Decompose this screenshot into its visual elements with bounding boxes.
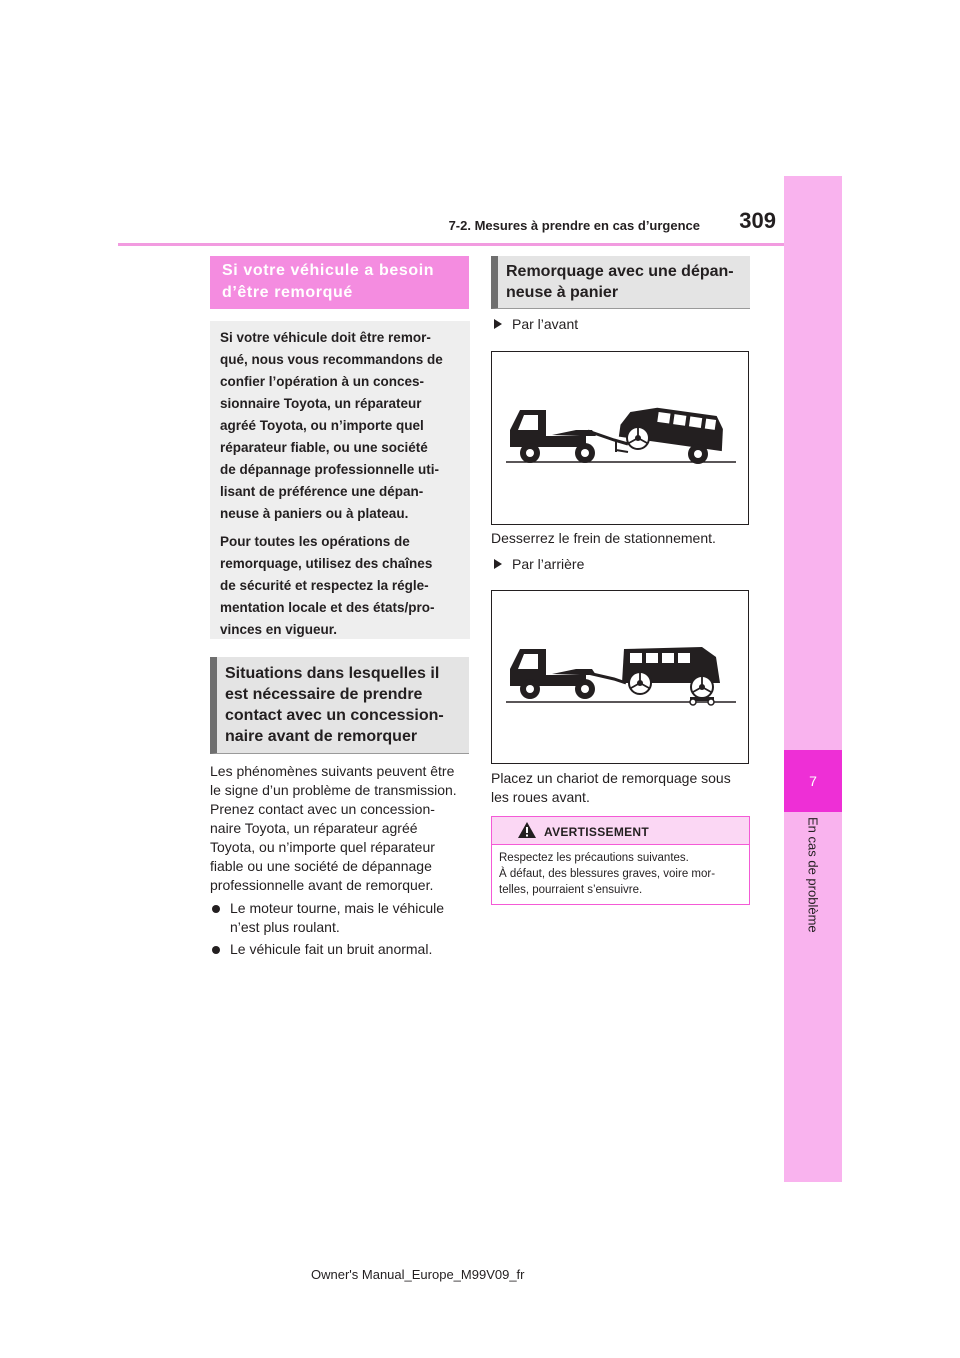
intro-paragraph-1: Si votre véhicule doit être remor- qué, nous vous recommandons de confier l’opération à un conces- sionnaire Toyota, un réparateur agréé Toyota, ou n’importe quel réparateur fiable, ou une société de dépannage professionnelle uti- lisant de préférence une dépan- neuse à paniers ou à plateau.: [220, 330, 443, 521]
triangle-bullet-icon: [494, 559, 502, 569]
chapter-title: En cas de problème: [805, 817, 821, 933]
warning-title: AVERTISSEMENT: [544, 825, 650, 839]
situations-paragraph: Les phénomènes suivants peuvent être le signe d’un problème de transmission. Prenez contact avec un concession- naire Toyota, un réparateur agréé Toyota, ou n’importe quel réparateur fiable ou une société de dépannage professionnelle avant de remorquer.: [210, 763, 457, 893]
bullet-icon: [212, 946, 220, 954]
footer-doc-id: Owner's Manual_Europe_M99V09_fr: [311, 1267, 525, 1282]
warning-header: [492, 817, 749, 845]
intro-paragraph-2: Pour toutes les opérations de remorquage, utilisez des chaînes de sécurité et respectez la régle- mentation locale et des états/pro- vinces en vigueur.: [220, 534, 435, 637]
warning-text: Respectez les précautions suivantes. À défaut, des blessures graves, voire mor- telles, pourraient s’ensuivre.: [499, 852, 716, 896]
list-item: Le moteur tourne, mais le véhicule n’est plus roulant.: [212, 899, 470, 939]
page-number: 309: [739, 208, 776, 233]
tow-truck-rear-illustration: [492, 591, 748, 763]
wheel-lift-heading: Remorquage avec une dépan- neuse à panier: [491, 256, 750, 309]
intro-box: [210, 321, 470, 639]
warning-triangle-icon: [518, 822, 536, 838]
chapter-side-strip: [784, 176, 842, 1182]
rear-tow-label: Par l’arrière: [494, 556, 744, 574]
situations-heading: Situations dans lesquelles il est nécessaire de prendre contact avec un concession- naire avant de remorquer: [210, 657, 469, 754]
rear-tow-note: Placez un chariot de remorquage sous les roues avant.: [491, 770, 731, 805]
triangle-bullet-icon: [494, 319, 502, 329]
chapter-number-tab[interactable]: 7: [784, 750, 842, 812]
tow-truck-front-illustration: [492, 352, 748, 524]
bullet-icon: [212, 905, 220, 913]
front-tow-illustration: [491, 351, 749, 525]
towing-heading: Si votre véhicule a besoin d’être remorqué: [210, 256, 469, 309]
warning-box: [491, 816, 750, 905]
front-tow-label: Par l’avant: [494, 316, 744, 334]
front-tow-note: Desserrez le frein de stationnement.: [491, 530, 716, 546]
list-item: Le véhicule fait un bruit anormal.: [212, 940, 470, 960]
section-title: 7-2. Mesures à prendre en cas d’urgence: [448, 218, 700, 233]
header-rule: [118, 243, 784, 246]
rear-tow-illustration: [491, 590, 749, 764]
